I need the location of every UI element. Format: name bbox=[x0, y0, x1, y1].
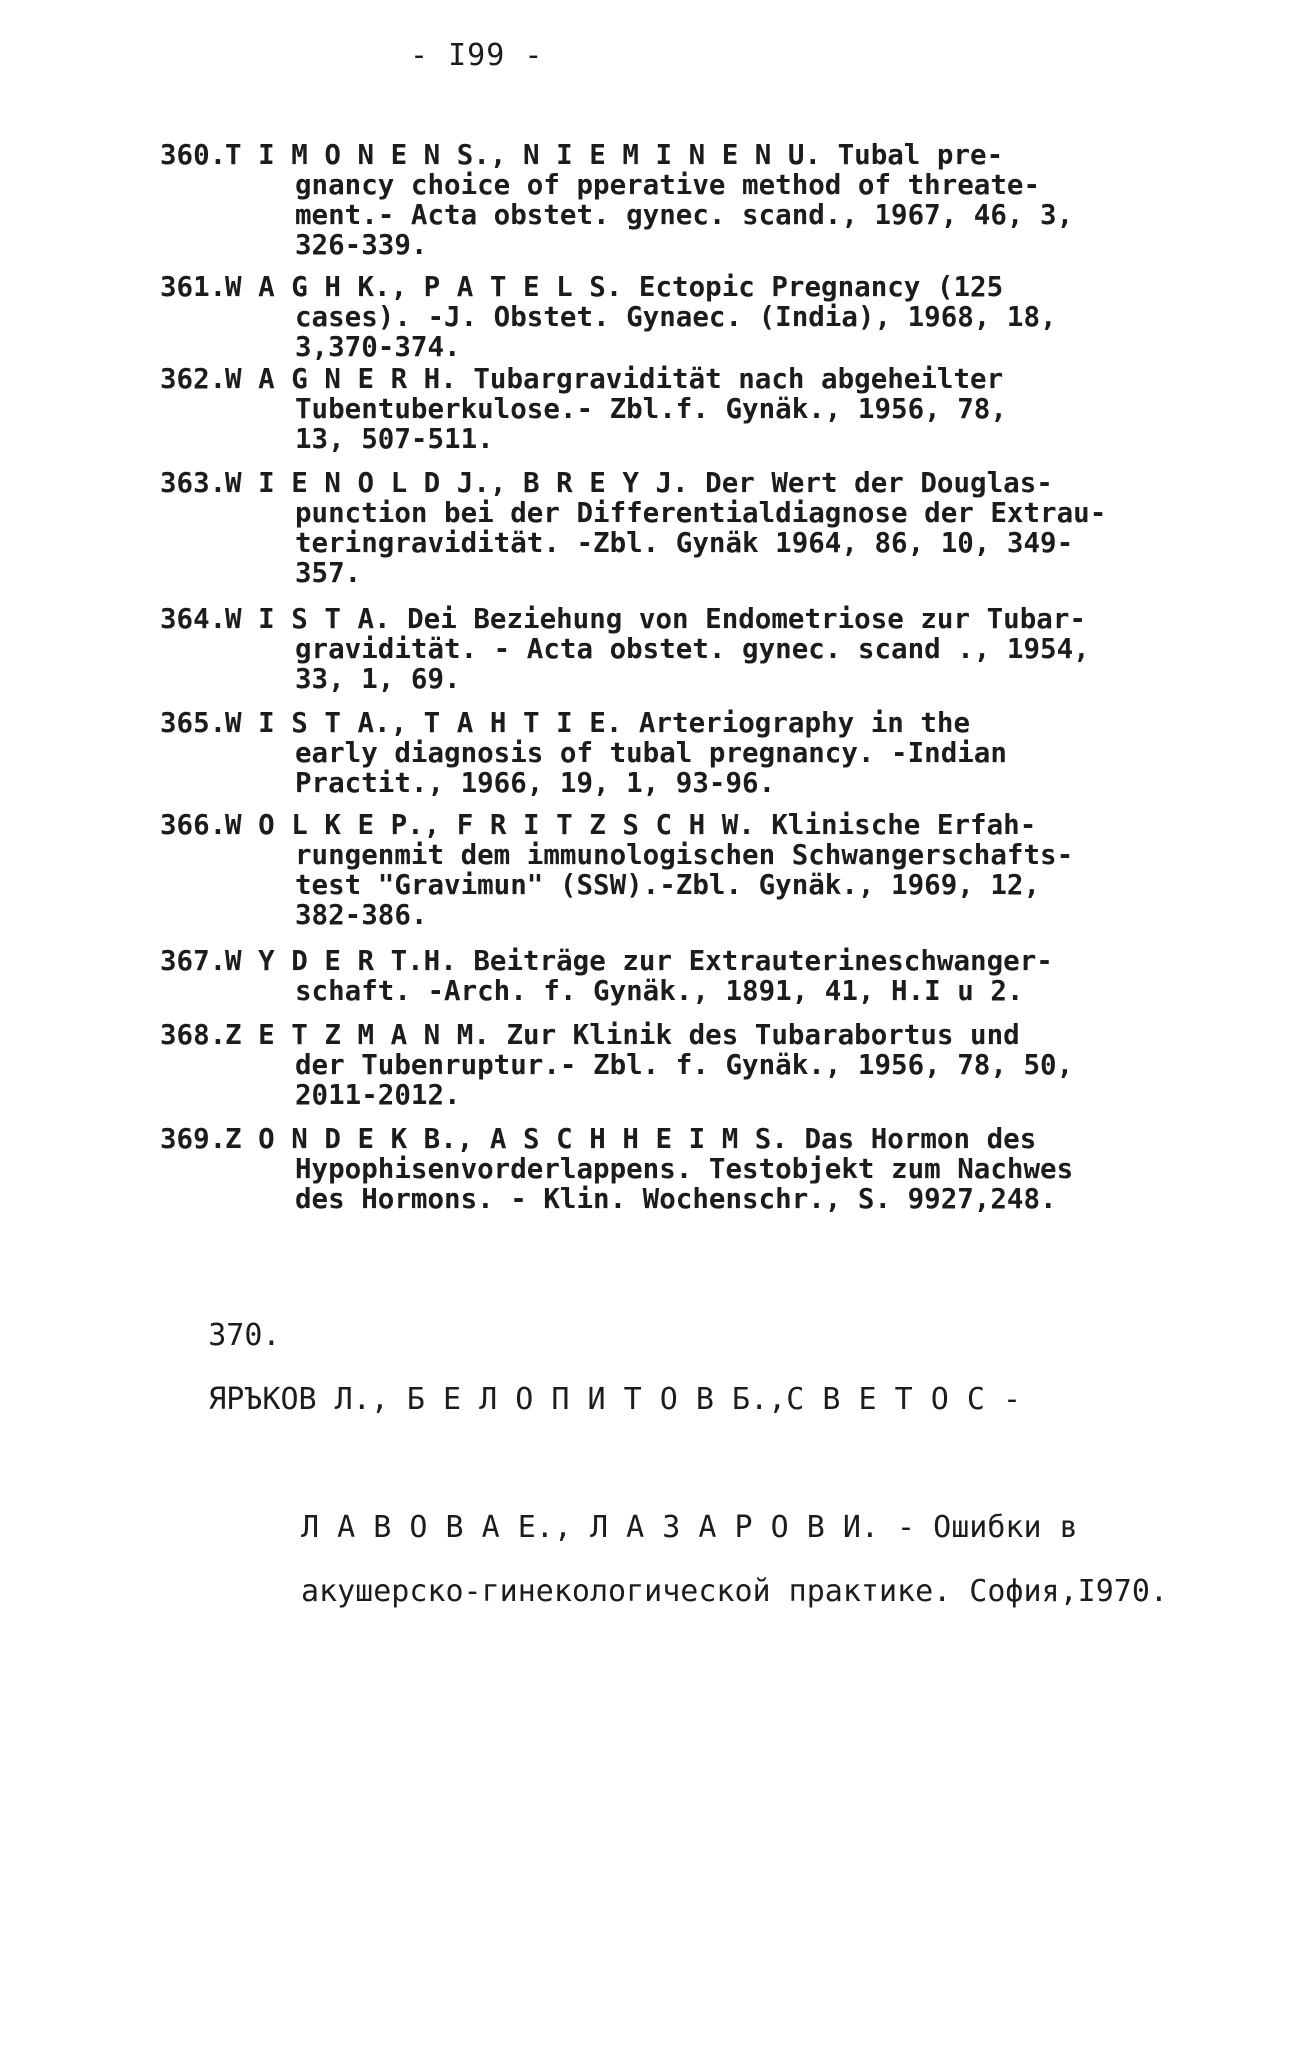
entry-number: 361. bbox=[160, 271, 227, 303]
page-number: - I99 - bbox=[410, 38, 544, 73]
entry-line: 2011-2012. bbox=[295, 1079, 461, 1111]
bibliography-entry-368 bbox=[160, 1020, 1170, 1110]
entry-line bbox=[136, 1240, 1196, 1496]
entry-line: test "Gravimun" (SSW).-Zbl. Gynäk., 1969, 12, bbox=[295, 869, 1041, 901]
bibliography-entry-365 bbox=[160, 708, 1170, 798]
entry-line: teringravidität. -Zbl. Gynäk 1964, 86, 10, 349- bbox=[295, 527, 1074, 559]
entry-line: des Hormons. - Klin. Wochenschr., S. 9927,248. bbox=[295, 1183, 1057, 1215]
entry-line: 357. bbox=[295, 557, 362, 589]
bibliography-entry-361 bbox=[160, 272, 1170, 362]
entry-number: 364. bbox=[160, 603, 227, 635]
entry-line: W O L K E P., F R I T Z S C H W. Klinische Erfah- bbox=[225, 809, 1037, 841]
entry-line: Л А В О В А Е., Л А З А Р О В И. - Ошибки в bbox=[301, 1510, 1078, 1545]
bibliography-entry-367 bbox=[160, 946, 1170, 1006]
entry-line: der Tubenruptur.- Zbl. f. Gynäk., 1956, 78, 50, bbox=[295, 1049, 1074, 1081]
entry-number: 360. bbox=[160, 139, 227, 171]
entry-line: 382-386. bbox=[295, 899, 428, 931]
entry-line: gravidität. - Acta obstet. gynec. scand ., 1954, bbox=[295, 633, 1090, 665]
entry-number: 362. bbox=[160, 363, 227, 395]
entry-line: W A G N E R H. Tubargravidität nach abgeheilter bbox=[225, 363, 1004, 395]
entry-line: акушерско-гинекологической практике. София,I970. bbox=[301, 1574, 1168, 1609]
entry-line: Z E T Z M A N M. Zur Klinik des Tubarabortus und bbox=[225, 1019, 1020, 1051]
bibliography-entry-360 bbox=[160, 140, 1170, 260]
entry-line: W I S T A., T A H T I E. Arteriography in the bbox=[225, 707, 971, 739]
entry-line: schaft. -Arch. f. Gynäk., 1891, 41, H.I u 2. bbox=[295, 975, 1024, 1007]
entry-line: ment.- Acta obstet. gynec. scand., 1967, 46, 3, bbox=[295, 199, 1074, 231]
entry-line: early diagnosis of tubal pregnancy. -Indian bbox=[295, 737, 1007, 769]
bibliography-entry-364 bbox=[160, 604, 1170, 694]
entry-number: 368. bbox=[160, 1019, 227, 1051]
entry-line: W Y D E R T.H. Beiträge zur Extrauterineschwanger- bbox=[225, 945, 1053, 977]
entry-line: T I M O N E N S., N I E M I N E N U. Tubal pre- bbox=[225, 139, 1004, 171]
entry-line: punction bei der Differentialdiagnose der Extrau- bbox=[295, 497, 1107, 529]
entry-number: 366. bbox=[160, 809, 227, 841]
entry-line: rungenmit dem immunologischen Schwangerschafts- bbox=[295, 839, 1074, 871]
entry-line-text: ЯРЪКОВ Л., Б Е Л О П И Т О В Б.,С В Е Т О С - bbox=[208, 1382, 1022, 1417]
entry-number: 365. bbox=[160, 707, 227, 739]
entry-line: Hypophisenvorderlappens. Testobjekt zum Nachwes bbox=[295, 1153, 1074, 1185]
entry-line: 13, 507-511. bbox=[295, 423, 494, 455]
entry-line: 3,370-374. bbox=[295, 331, 461, 363]
entry-line: cases). -J. Obstet. Gynaec. (India), 1968, 18, bbox=[295, 301, 1057, 333]
entry-line: gnancy choice of pperative method of threate- bbox=[295, 169, 1041, 201]
entry-number: 367. bbox=[160, 945, 227, 977]
entry-number: 370. bbox=[208, 1318, 281, 1353]
entry-line: Tubentuberkulose.- Zbl.f. Gynäk., 1956, 78, bbox=[295, 393, 1007, 425]
bibliography-entry-362 bbox=[160, 364, 1170, 454]
entry-line: Z O N D E K B., A S C H H E I M S. Das Hormon des bbox=[225, 1123, 1037, 1155]
entry-number: 369. bbox=[160, 1123, 227, 1155]
entry-line: Practit., 1966, 19, 1, 93-96. bbox=[295, 767, 776, 799]
entry-line: W I E N O L D J., B R E Y J. Der Wert der Douglas- bbox=[225, 467, 1053, 499]
entry-line: W A G H K., P A T E L S. Ectopic Pregnancy (125 bbox=[225, 271, 1004, 303]
entry-line: 326-339. bbox=[295, 229, 428, 261]
bibliography-entry-370 bbox=[136, 1240, 1196, 1624]
entry-line: 33, 1, 69. bbox=[295, 663, 461, 695]
bibliography-entry-363 bbox=[160, 468, 1170, 588]
entry-line: W I S T A. Dei Beziehung von Endometriose zur Tubar- bbox=[225, 603, 1086, 635]
bibliography-entry-366 bbox=[160, 810, 1170, 930]
bibliography-entry-369 bbox=[160, 1124, 1170, 1214]
entry-number: 363. bbox=[160, 467, 227, 499]
